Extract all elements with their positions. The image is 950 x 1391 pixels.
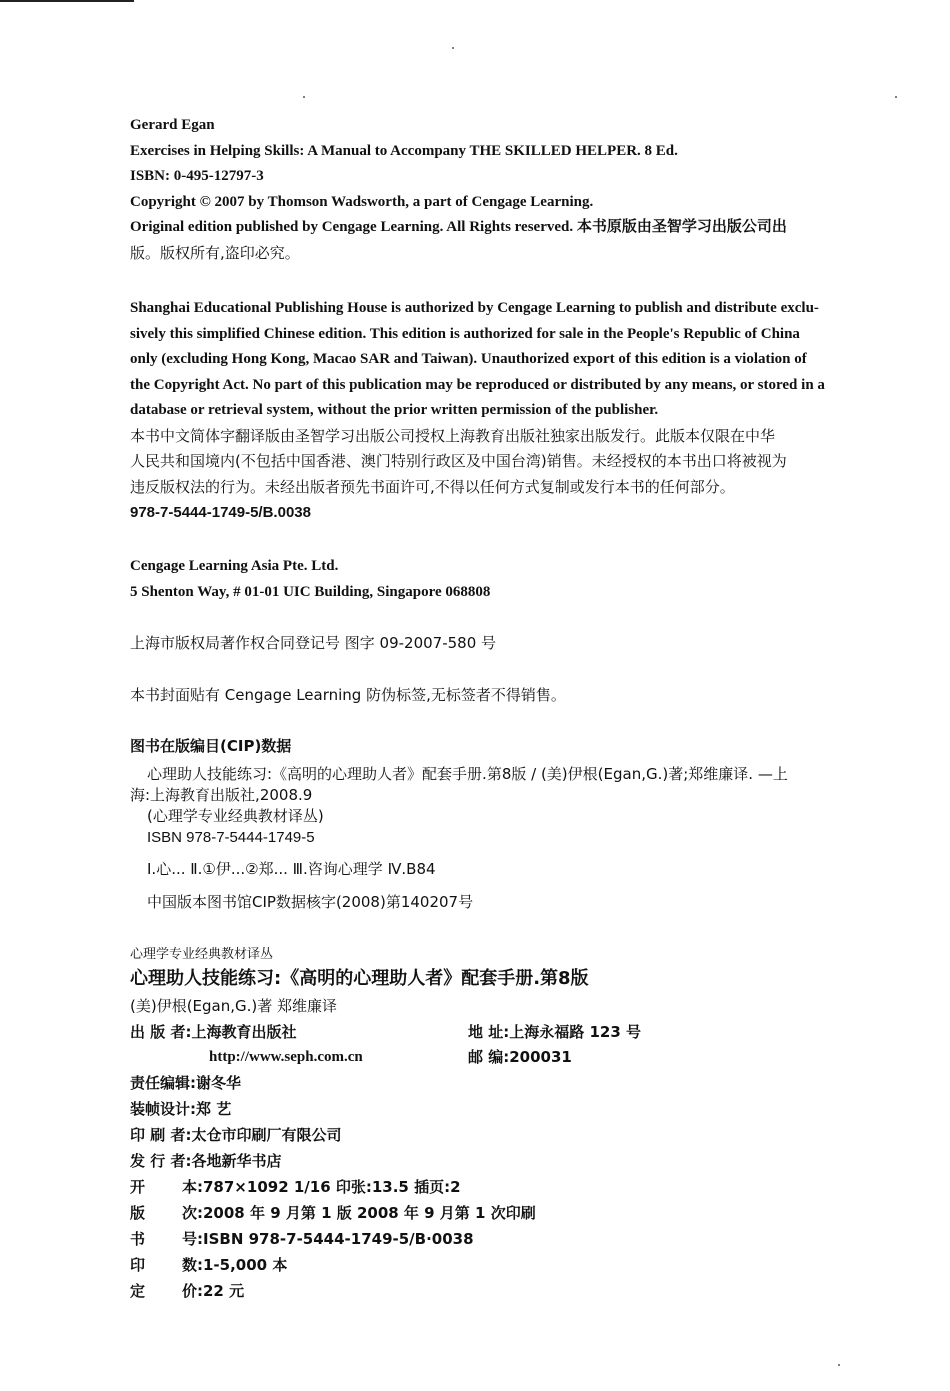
colophon-series: 心理学专业经典教材译丛 [130, 947, 274, 962]
asia-office-name: Cengage Learning Asia Pte. Ltd. [130, 558, 339, 574]
authorization-zh-line: 违反版权法的行为。未经出版者预先书面许可,不得以任何方式复制或发行本书的任何部分。 [130, 477, 735, 496]
cip-core-number: 中国版本图书馆CIP数据核字(2008)第140207号 [147, 893, 474, 911]
publisher-url: http://www.seph.com.cn [209, 1049, 363, 1065]
colophon-address [468, 1020, 641, 1045]
print-run-value: 1-5,000 本 [203, 1256, 288, 1274]
colophon-price [130, 1279, 244, 1304]
printer-value: 太仓市印刷厂有限公司 [191, 1126, 342, 1144]
edition-label-2: 次: [182, 1204, 203, 1222]
editor-label: 责任编辑: [130, 1074, 196, 1092]
print-run-label: 印 [130, 1256, 146, 1274]
price-label-2: 价: [182, 1282, 203, 1300]
colophon-postcode [468, 1045, 572, 1070]
print-run-label-2: 数: [182, 1256, 203, 1274]
colophon-print-run [130, 1253, 287, 1278]
publisher-value: 上海教育出版社 [191, 1023, 297, 1041]
authorization-line: Shanghai Educational Publishing House is authorized by Cengage Learning to publish and distribute exclu- [130, 300, 819, 316]
isbn-label-2: 号: [182, 1230, 203, 1248]
price-label: 定 [130, 1282, 146, 1300]
edition-value: 2008 年 9 月第 1 版 2008 年 9 月第 1 次印刷 [203, 1204, 536, 1222]
address-label: 地 址: [468, 1023, 510, 1041]
rights-line: Original edition published by Cengage Learning. All Rights reserved. 本书原版由圣智学习出版公司出 [130, 219, 787, 235]
rights-line-zh: 版。版权所有,盗印必究。 [130, 243, 300, 262]
authorization-line: sively this simplified Chinese edition. This edition is authorized for sale in the People's Republic of China [130, 325, 800, 342]
cip-classification: Ⅰ.心... Ⅱ.①伊...②郑... Ⅲ.咨询心理学 Ⅳ.B84 [147, 860, 436, 878]
designer-label: 装帧设计: [130, 1100, 196, 1118]
format-label: 开 [130, 1178, 146, 1196]
authorization-zh-line: 本书中文简体字翻译版由圣智学习出版公司授权上海教育出版社独家出版发行。此版本仅限在中华 [130, 426, 776, 445]
asia-office-address: 5 Shenton Way, # 01-01 UIC Building, Singapore 068808 [130, 583, 491, 600]
cip-title-line-2: 海:上海教育出版社,2008.9 [130, 786, 313, 804]
colophon-title: 心理助人技能练习:《高明的心理助人者》配套手册.第8版 [130, 968, 589, 989]
postcode-label: 邮 编: [468, 1048, 510, 1066]
scan-speck [838, 1364, 840, 1366]
authorization-zh-line: 人民共和国境内(不包括中国香港、澳门特别行政区及中国台湾)销售。未经授权的本书出口将被视为 [130, 452, 787, 470]
cip-entry [147, 764, 882, 785]
isbn-label: 书 [130, 1230, 146, 1248]
asia-office-block [130, 554, 880, 605]
authorization-line: database or retrieval system, without the prior written permission of the publisher. [130, 402, 659, 418]
scan-speck [452, 47, 454, 49]
edition-label: 版 [130, 1204, 146, 1222]
copyright-registration: 上海市版权局著作权合同登记号 图字 09-2007-580 号 [130, 634, 497, 652]
format-label-2: 本: [182, 1178, 203, 1196]
authorization-code: 978-7-5444-1749-5/B.0038 [130, 504, 311, 521]
colophon-editor [130, 1071, 241, 1096]
original-edition-block [130, 113, 880, 266]
colophon-designer [130, 1097, 231, 1122]
authorization-block [130, 296, 880, 526]
colophon-publisher [130, 1020, 296, 1045]
original-isbn: ISBN: 0-495-12797-3 [130, 168, 264, 184]
printer-label: 印 刷 者: [130, 1126, 192, 1144]
format-value: 787×1092 1/16 印张:13.5 插页:2 [203, 1178, 461, 1196]
top-edge-line [0, 0, 134, 2]
cip-series: (心理学专业经典教材译丛) [147, 807, 324, 825]
colophon-format [130, 1175, 461, 1200]
colophon-distributor [130, 1149, 281, 1174]
colophon-isbn [130, 1227, 474, 1252]
colophon-edition [130, 1201, 536, 1226]
author-name: Gerard Egan [130, 117, 215, 133]
cip-heading: 图书在版编目(CIP)数据 [130, 737, 292, 755]
designer-value: 郑 艺 [196, 1100, 232, 1118]
anti-counterfeit-notice: 本书封面贴有 Cengage Learning 防伪标签,无标签者不得销售。 [130, 686, 566, 704]
cip-title-line: 心理助人技能练习:《高明的心理助人者》配套手册.第8版 / (美)伊根(Egan,G.)著;郑维廉译. —上 [147, 765, 788, 783]
scan-speck [895, 96, 897, 98]
publisher-label: 出 版 者: [130, 1023, 192, 1041]
colophon-printer [130, 1123, 341, 1148]
editor-value: 谢冬华 [196, 1074, 242, 1092]
cip-isbn: ISBN 978-7-5444-1749-5 [147, 829, 315, 846]
copyright-line: Copyright © 2007 by Thomson Wadsworth, a part of Cengage Learning. [130, 193, 594, 210]
price-value: 22 元 [203, 1282, 245, 1300]
postcode-value: 200031 [509, 1048, 572, 1066]
distributor-value: 各地新华书店 [191, 1152, 282, 1170]
distributor-label: 发 行 者: [130, 1152, 192, 1170]
isbn-value: ISBN 978-7-5444-1749-5/B·0038 [203, 1230, 474, 1248]
scan-speck [303, 96, 305, 98]
address-value: 上海永福路 123 号 [509, 1023, 641, 1041]
authorization-line: the Copyright Act. No part of this publication may be reproduced or distributed by any means, or stored in a [130, 376, 825, 393]
colophon-authors: (美)伊根(Egan,G.)著 郑维廉译 [130, 997, 338, 1015]
authorization-line: only (excluding Hong Kong, Macao SAR and Taiwan). Unauthorized export of this edition is a violation of [130, 351, 807, 367]
original-title: Exercises in Helping Skills: A Manual to Accompany THE SKILLED HELPER. 8 Ed. [130, 142, 678, 159]
